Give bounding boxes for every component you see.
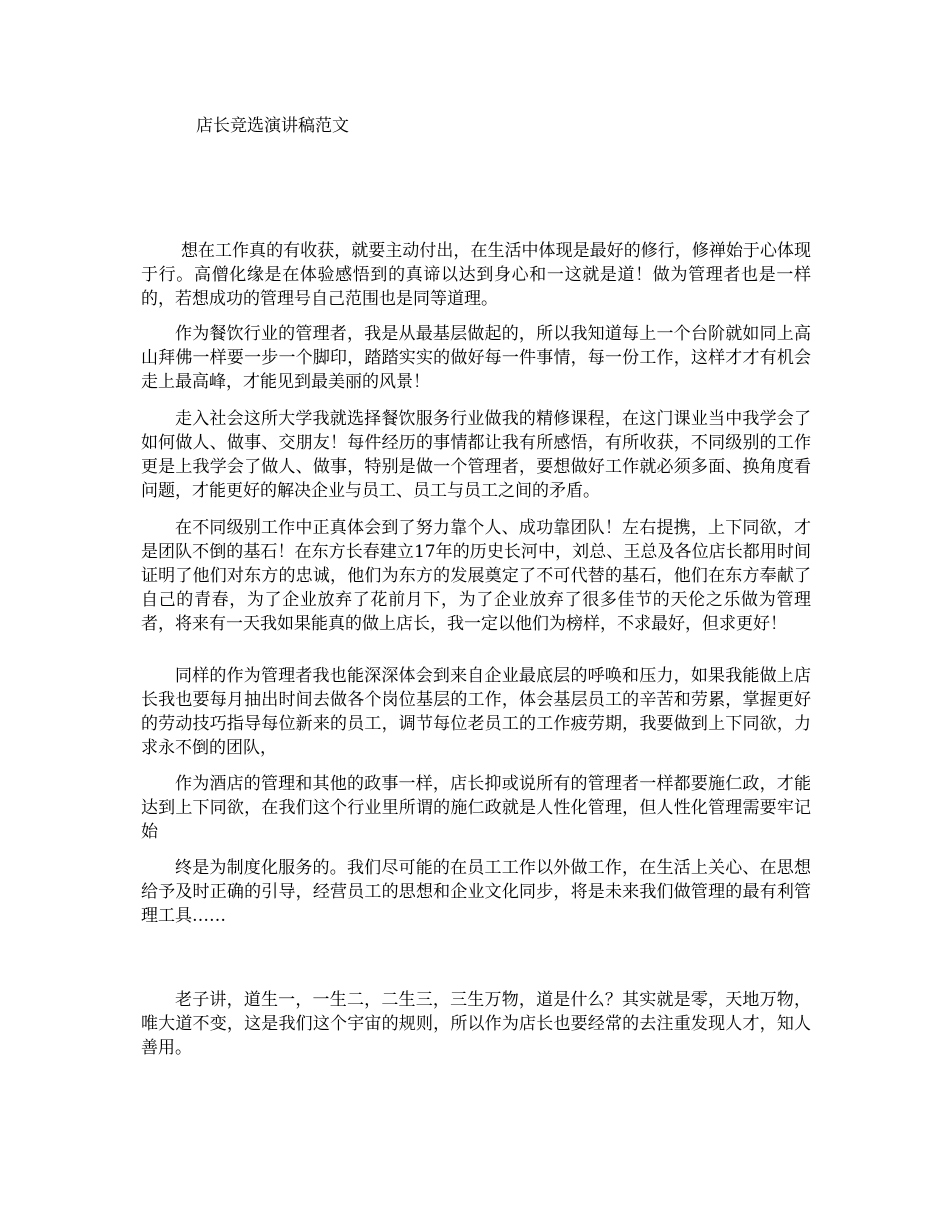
paragraph-2: 作为餐饮行业的管理者，我是从最基层做起的，所以我知道每上一个台阶就如同上高山拜佛一样要一步一个脚印，踏踏实实的做好每一件事情，每一份工作，这样才才有机会走上最高峰，才能见到最美丽的风景！ (141, 324, 811, 392)
paragraph-5: 同样的作为管理者我也能深深体会到来自企业最底层的呼唤和压力，如果我能做上店长我也要每月抽出时间去做各个岗位基层的工作，体会基层员工的辛苦和劳累，掌握更好的劳动技巧指导每位新来的员工，调节每位老员工的工作疲劳期，我要做到上下同欲，力求永不倒的团队， (141, 666, 811, 758)
paragraph-1: 想在工作真的有收获，就要主动付出，在生活中体现是最好的修行，修禅始于心体现于行。高僧化缘是在体验感悟到的真谛以达到身心和一这就是道！做为管理者也是一样的，若想成功的管理号自己范围也是同等道理。 (141, 241, 811, 309)
paragraph-8: 老子讲，道生一，一生二，二生三，三生万物，道是什么？其实就是零，天地万物，唯大道不变，这是我们这个宇宙的规则，所以作为店长也要经常的去注重发现人才，知人善用。 (141, 990, 811, 1058)
paragraph-6: 作为酒店的管理和其他的政事一样，店长抑或说所有的管理者一样都要施仁政，才能达到上下同欲，在我们这个行业里所谓的施仁政就是人性化管理，但人性化管理需要牢记始 (141, 774, 811, 842)
paragraph-7: 终是为制度化服务的。我们尽可能的在员工工作以外做工作，在生活上关心、在思想给予及时正确的引导，经营员工的思想和企业文化同步，将是未来我们做管理的最有利管理工具…… (141, 858, 811, 926)
paragraph-3: 走入社会这所大学我就选择餐饮服务行业做我的精修课程，在这门课业当中我学会了如何做人、做事、交朋友！每件经历的事情都让我有所感悟，有所收获，不同级别的工作更是上我学会了做人、做事，特别是做一个管理者，要想做好工作就必须多面、换角度看问题，才能更好的解决企业与员工、员工与员工之间的矛盾。 (141, 409, 811, 501)
paragraph-4: 在不同级别工作中正真体会到了努力靠个人、成功靠团队！左右提携，上下同欲，才是团队不倒的基石！在东方长春建立17年的历史长河中，刘总、王总及各位店长都用时间证明了他们对东方的忠诚，他们为东方的发展奠定了不可代替的基石，他们在东方奉献了自己的青春，为了企业放弃了花前月下，为了企业放弃了很多佳节的天伦之乐做为管理者，将来有一天我如果能真的做上店长，我一定以他们为榜样，不求最好，但求更好！ (141, 518, 811, 634)
document-title: 店长竞选演讲稿范文 (196, 116, 349, 136)
